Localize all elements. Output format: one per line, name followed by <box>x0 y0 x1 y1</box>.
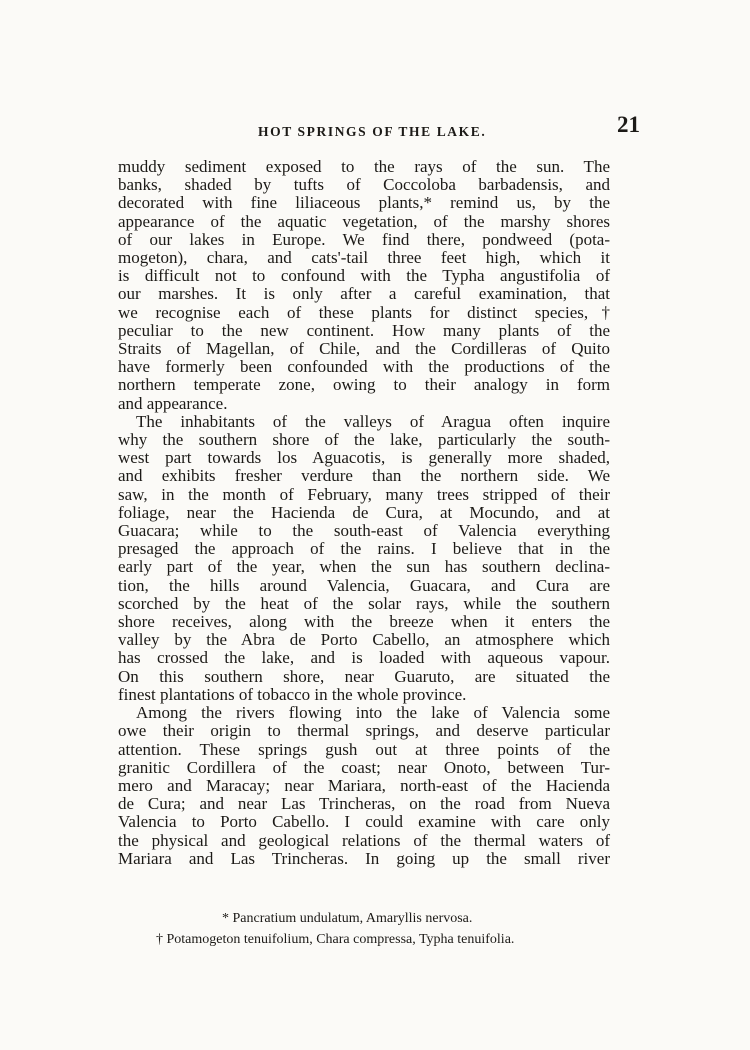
text-line: northern temperate zone, owing to their analogy in form <box>118 375 610 395</box>
text-line: mero and Maracay; near Mariara, north-east of the Hacienda <box>118 775 610 795</box>
text-line: why the southern shore of the lake, particularly the south- <box>118 430 610 450</box>
text-line: Among the rivers flowing into the lake of Valencia some <box>136 703 610 723</box>
text-line: west part towards los Aguacotis, is generally more shaded, <box>118 448 610 468</box>
text-line: decorated with fine liliaceous plants,* remind us, by the <box>118 193 610 213</box>
text-line: is difficult not to confound with the Typha angustifolia of <box>118 266 610 286</box>
text-line: valley by the Abra de Porto Cabello, an atmosphere which <box>118 630 610 650</box>
text-line: owe their origin to thermal springs, and deserve particular <box>118 721 610 741</box>
paragraph-3 <box>118 704 610 868</box>
text-line: Guacara; while to the south-east of Valencia everything <box>118 521 610 541</box>
text-line: our marshes. It is only after a careful examination, that <box>118 284 610 304</box>
text-line: scorched by the heat of the solar rays, while the southern <box>118 593 610 613</box>
text-line: banks, shaded by tufts of Coccoloba barbadensis, and <box>118 175 610 195</box>
text-line: mogeton), chara, and cats'-tail three feet high, which it <box>118 248 610 268</box>
paragraph-1 <box>118 158 610 413</box>
text-line: presaged the approach of the rains. I believe that in the <box>118 539 610 559</box>
text-line: attention. These springs gush out at three points of the <box>118 739 610 759</box>
footnotes <box>118 908 610 950</box>
page-number: 21 <box>617 112 640 137</box>
text-line: The inhabitants of the valleys of Aragua often inquire <box>136 411 610 431</box>
text-line: muddy sediment exposed to the rays of the sun. The <box>118 157 610 176</box>
text-line: foliage, near the Hacienda de Cura, at Mocundo, and at <box>118 502 610 522</box>
page-header <box>118 112 640 142</box>
text-line: of our lakes in Europe. We find there, pondweed (pota- <box>118 229 610 249</box>
text-line: peculiar to the new continent. How many plants of the <box>118 320 610 340</box>
footnote-dagger: † Potamogeton tenuifolium, Chara compressa, Typha tenuifolia. <box>156 932 515 947</box>
text-line: Valencia to Porto Cabello. I could examine with care only <box>118 812 610 832</box>
text-line: we recognise each of these plants for distinct species,† <box>118 302 610 322</box>
text-line: and appearance. <box>118 393 228 413</box>
text-line: has crossed the lake, and is loaded with aqueous vapour. <box>118 648 610 668</box>
running-head: HOT SPRINGS OF THE LAKE. <box>258 124 487 139</box>
text-line: finest plantations of tobacco in the whole province. <box>118 684 467 704</box>
text-line: de Cura; and near Las Trincheras, on the road from Nueva <box>118 794 610 814</box>
text-line: have formerly been confounded with the productions of the <box>118 357 610 377</box>
body-text <box>118 158 610 868</box>
text-line: the physical and geological relations of the thermal waters of <box>118 830 610 850</box>
text-line: tion, the hills around Valencia, Guacara, and Cura are <box>118 575 610 595</box>
footnote-asterisk: * Pancratium undulatum, Amaryllis nervosa. <box>222 911 473 926</box>
text-line: On this southern shore, near Guaruto, are situated the <box>118 666 610 686</box>
text-line: Straits of Magellan, of Chile, and the Cordilleras of Quito <box>118 339 610 359</box>
text-line: shore receives, along with the breeze when it enters the <box>118 612 610 632</box>
text-line: granitic Cordillera of the coast; near Onoto, between Tur- <box>118 757 610 777</box>
text-line: Mariara and Las Trincheras. In going up the small river <box>118 848 610 868</box>
text-line: appearance of the aquatic vegetation, of the marshy shores <box>118 211 610 231</box>
text-line: saw, in the month of February, many trees stripped of their <box>118 484 610 504</box>
paragraph-2 <box>118 413 610 704</box>
text-line: and exhibits fresher verdure than the northern side. We <box>118 466 610 486</box>
text-line: early part of the year, when the sun has southern declina- <box>118 557 610 577</box>
